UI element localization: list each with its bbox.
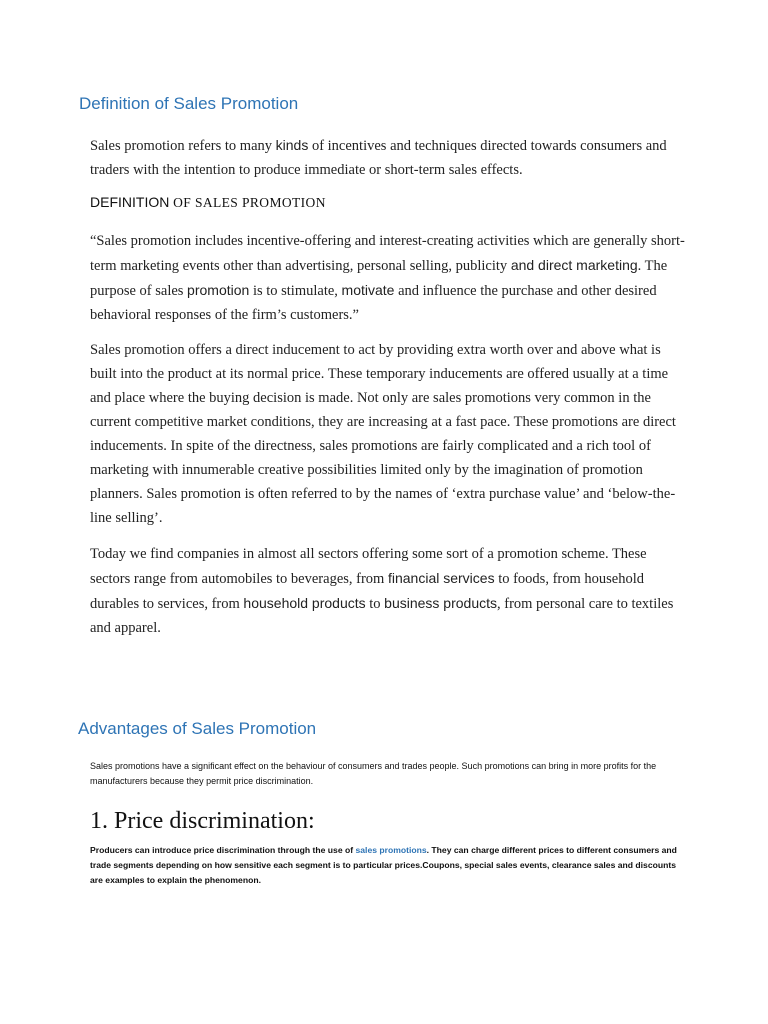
para2-text-5: to [365, 596, 385, 612]
definition-subheading-a: DEFINITION [90, 194, 170, 210]
definition-subheading-b: OF SALES PROMOTION [169, 195, 326, 210]
intro-paragraph [90, 133, 690, 182]
intro-text-2: kinds [275, 137, 309, 153]
quote-text-1: “Sales promotion includes incentive-offering and interest-creating activities which are generally short-term marketing events other than advertising, personal selling, publicity [90, 233, 685, 274]
definition-quote [90, 229, 690, 327]
sales-promotions-link[interactable]: sales promotions [355, 845, 427, 855]
quote-text-5: is to stimulate, [249, 283, 342, 299]
price-discrimination-heading: 1. Price discrimination: [90, 808, 315, 834]
section-heading-advantages: Advantages of Sales Promotion [78, 719, 317, 738]
intro-text-1: Sales promotion refers to many [90, 138, 276, 154]
price-text-b: . They can charge different prices to different consumers and trade segments depending on how sensitive each segment is to particular prices.Coupons, special sales events, clearance sales and discounts are examples to explain the phenomenon. [90, 845, 677, 885]
advantages-intro: Sales promotions have a significant effect on the behaviour of consumers and trades people. Such promotions can bring in more profits for the manufacturers because they permit price discrimination. [90, 761, 657, 786]
price-discrimination-text [90, 843, 690, 888]
body-paragraph-2 [90, 542, 690, 640]
price-text-a: Producers can introduce price discrimination through the use of [90, 845, 356, 855]
quote-text-2: and direct marketing [510, 257, 638, 273]
quote-text-7: and influence the purchase and other desired behavioral responses of the firm’s customers.” [90, 283, 657, 323]
intro-text-3: of incentives and techniques directed towards consumers and traders with the intention to produce immediate or short-term sales effects. [90, 138, 667, 178]
quote-text-3: . The purpose of sales [90, 258, 668, 299]
para2-text-4: household products [243, 595, 366, 611]
body-paragraph-1: Sales promotion offers a direct inducement to act by providing extra worth over and above what is built into the product at its normal price. These temporary inducements are offered usually at a time and place where the buying decision is made. Not only are sales promotions very common in the current competitive market conditions, they are increasing at a fast pace. These promotions are direct inducements. In spite of the directness, sales promotions are fairly complicated and a rich tool of marketing with innumerable creative possibilities limited only by the imagination of promotion planners. Sales promotion is often referred to by the names of ‘extra purchase value’ and ‘below-the-line selling’. [90, 342, 676, 526]
section-heading-definition: Definition of Sales Promotion [79, 94, 299, 113]
para2-text-1: Today we find companies in almost all sectors offering some sort of a promotion scheme. These sectors range from automobiles to beverages, from [90, 546, 647, 587]
quote-text-6: motivate [341, 282, 395, 298]
para2-text-7: , from personal care to textiles and apparel. [90, 596, 674, 636]
definition-subheading [90, 194, 326, 212]
quote-text-4: promotion [187, 282, 250, 298]
para2-text-2: financial services [387, 570, 495, 586]
para2-text-3: to foods, from household durables to services, from [90, 571, 644, 612]
para2-text-6: business products [384, 595, 497, 611]
